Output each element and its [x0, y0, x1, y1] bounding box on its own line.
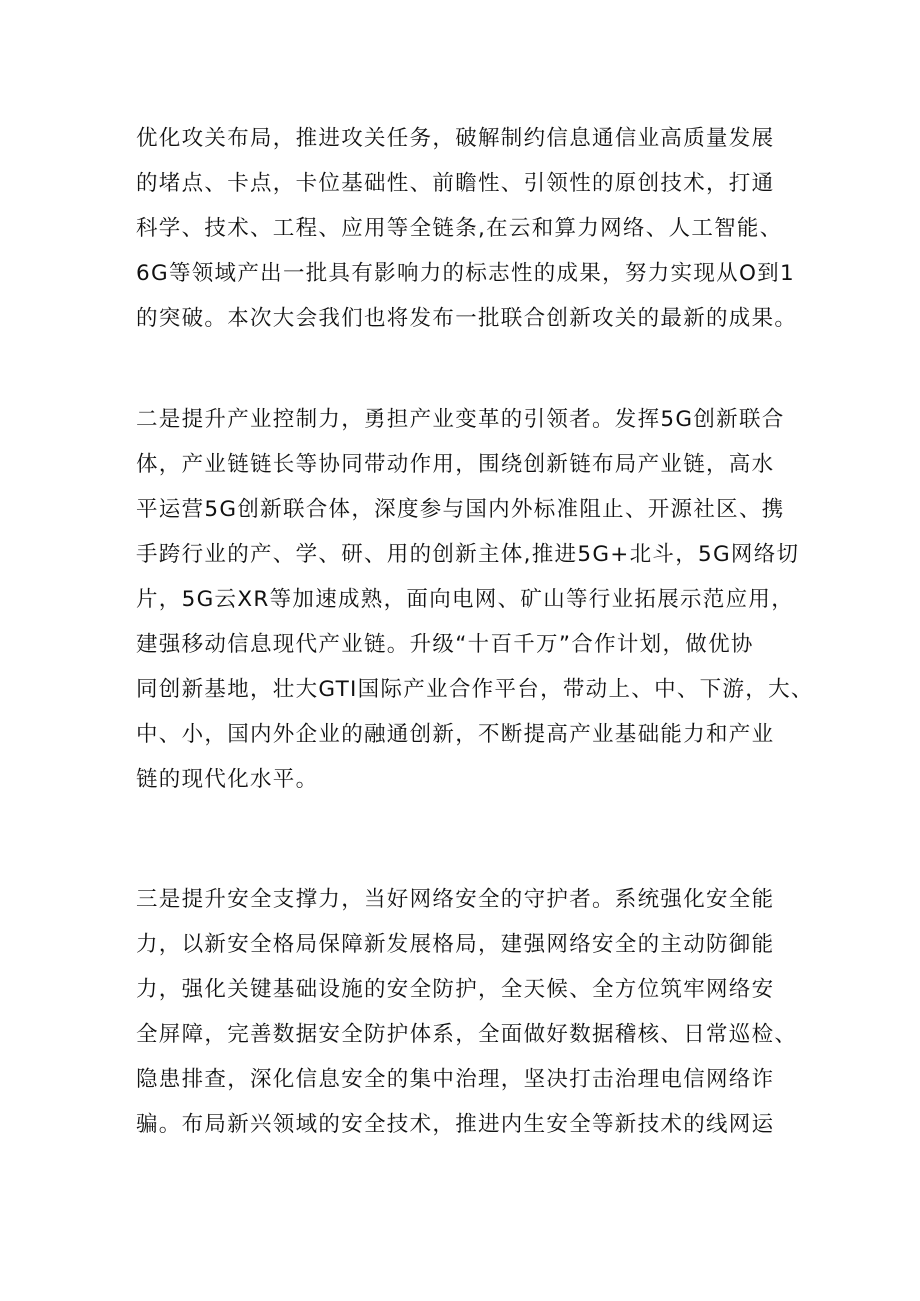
paragraph-security-support [136, 877, 796, 1147]
text-line: 隐患排查，深化信息安全的集中治理，坚决打击治理电信网络诈 [136, 1067, 775, 1092]
text-line: 的堵点、卡点，卡位基础性、前瞻性、引领性的原创技术，打通 [136, 171, 775, 196]
text-line: 力，以新安全格局保障新发展格局，建强网络安全的主动防御能 [136, 932, 775, 957]
text-line: 科学、技术、工程、应用等全链条,在云和算力网络、人工智能、 [136, 216, 783, 241]
text-line: 力，强化关键基础设施的安全防护，全天候、全方位筑牢网络安 [136, 977, 775, 1002]
text-line: 全屏障，完善数据安全防护体系，全面做好数据稽核、日常巡检、 [136, 1022, 798, 1047]
text-line: 体，产业链链长等协同带动作用，围绕创新链布局产业链，高水 [136, 452, 775, 477]
text-line: 骗。布局新兴领域的安全技术，推进内生安全等新技术的线网运 [136, 1112, 775, 1137]
text-line: 同创新基地，壮大GTI国际产业合作平台，带动上、中、下游，大、 [136, 677, 814, 702]
paragraph-industry-control [136, 397, 814, 802]
text-line: 建强移动信息现代产业链。升级“十百千万”合作计划，做优协 [136, 632, 754, 657]
text-line: 二是提升产业控制力，勇担产业变革的引领者。发挥5G创新联合 [136, 407, 785, 432]
text-line: 优化攻关布局，推进攻关任务，破解制约信息通信业高质量发展 [136, 126, 775, 151]
paragraph-innovation [136, 116, 796, 341]
text-line: 的突破。本次大会我们也将发布一批联合创新攻关的最新的成果。 [136, 306, 798, 331]
text-line: 三是提升安全支撑力，当好网络安全的守护者。系统强化安全能 [136, 887, 775, 912]
text-line: 手跨行业的产、学、研、用的创新主体,推进5G+北斗，5G网络切 [136, 542, 800, 567]
text-line: 片，5G云XR等加速成熟，面向电网、矿山等行业拓展示范应用， [136, 587, 795, 612]
text-line: 链的现代化水平。 [136, 767, 319, 792]
text-line: 6G等领域产出一批具有影响力的标志性的成果，努力实现从O到1 [136, 261, 795, 286]
text-line: 平运营5G创新联合体，深度参与国内外标准阻止、开源社区、携 [136, 497, 785, 522]
text-line: 中、小，国内外企业的融通创新，不断提高产业基础能力和产业 [136, 722, 775, 747]
